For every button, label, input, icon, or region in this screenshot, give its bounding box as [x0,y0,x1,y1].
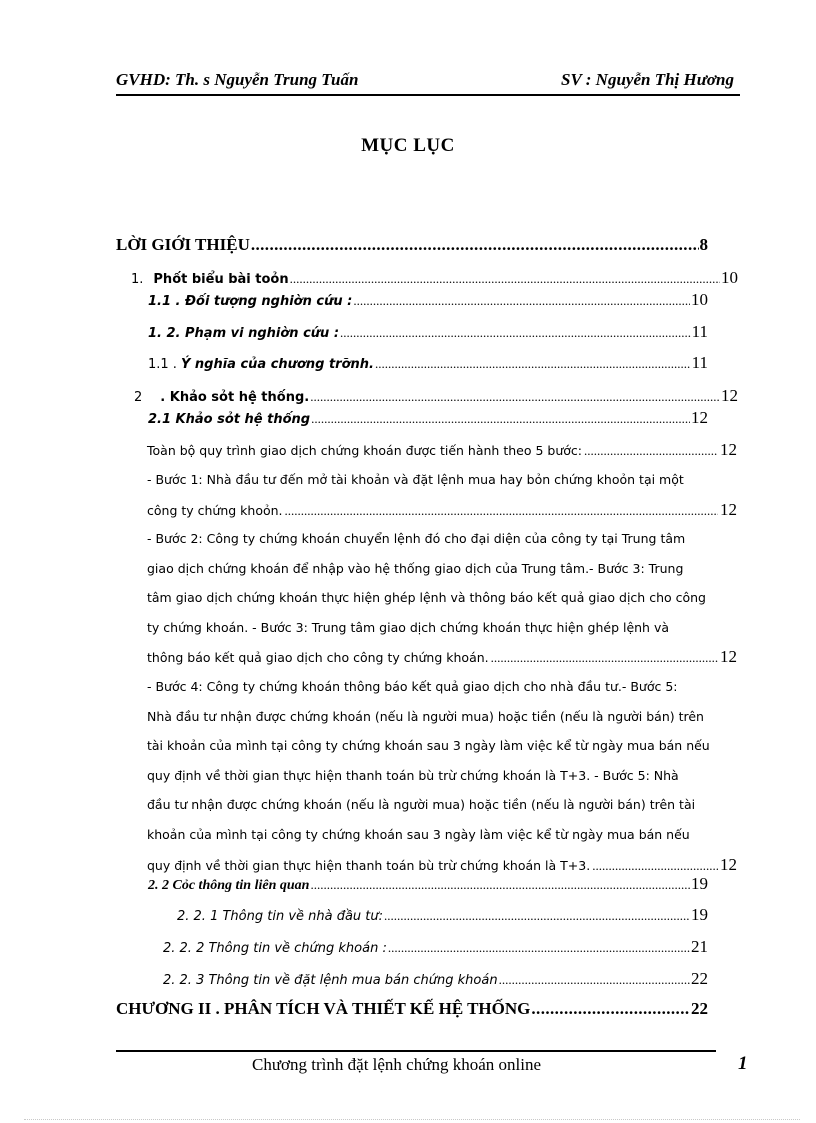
paragraph-line: Toàn bộ quy trình giao dịch chứng khoán được tiến hành theo 5 bước: ..... 12 [147,435,737,466]
paragraph-line: Nhà đầu tư nhận được chứng khoán (nếu là người mua) hoặc tiền (nếu là người bán) trên [147,708,704,724]
toc-leader [384,908,690,924]
body-paragraph-1 [147,435,737,466]
toc-label: . Khảo sỏt hệ thống. [160,390,310,405]
paragraph-line: tâm giao dịch chứng khoán thực hiện ghép lệnh và thông báo kết quả giao dịch cho công [147,590,706,606]
toc-label: Ý nghĩa của chương trỡnh. [180,357,374,372]
toc-label: CHƯƠNG II . PHÂN TÍCH VÀ THIẾT KẾ HỆ THỐNG [116,999,531,1018]
toc-entry-2-2-2[interactable] [163,937,708,957]
toc-leader [353,293,690,309]
toc-leader [251,235,699,255]
page-number: 1 [738,1053,748,1074]
toc-number: 1. [131,272,144,287]
toc-number: 1.1 . [148,357,177,372]
toc-leader [388,940,690,956]
toc-leader [531,999,690,1019]
paragraph-line: - Bước 1: Nhà đầu tư đến mở tài khoản và đặt lệnh mua hay bỏn chứng khoỏn tại một [147,472,684,487]
toc-page: 10 [691,290,708,309]
toc-label: 2. 2. 1 Thông tin về nhà đầu tư: [177,909,384,924]
paragraph-line: quy định về thời gian thực hiện thanh toán bù trừ chứng khoán là T+3. - Bước 5: Nhà [147,767,679,783]
body-paragraph-4 [147,672,737,880]
toc-leader [340,325,691,341]
toc-label: 1.1 . Đối tượng nghiờn cứu : [148,294,353,309]
body-paragraph-3 [147,524,737,673]
toc-label: 1. 2. Phạm vi nghiờn cứu : [148,326,340,341]
toc-label: 2. 2 Cỏc thông tin liên quan [148,878,310,893]
footer-divider [116,1050,716,1052]
toc-entry-2-2[interactable] [148,874,708,894]
paragraph-line: - Bước 4: Công ty chứng khoán thông báo kết quả giao dịch cho nhà đầu tư.- Bước 5: [147,679,678,694]
toc-entry-2[interactable] [134,386,738,406]
paragraph-line: quy định về thời gian thực hiện thanh toán bù trừ chứng khoán là T+3. ..... 12 [147,850,737,881]
toc-entry-2-2-1[interactable] [177,905,708,925]
toc-entry-1[interactable] [131,268,738,288]
toc-page: 22 [691,999,708,1018]
toc-entry-intro[interactable] [116,235,708,255]
toc-leader [491,643,718,673]
paragraph-line: khoản của mình tại công ty chứng khoán sau 3 ngày làm việc kể từ ngày mua bán nếu [147,826,690,842]
paragraph-line: đầu tư nhận được chứng khoán (nếu là người mua) hoặc tiền (nếu là người bán) trên tài [147,797,696,813]
toc-label: 2. 2. 3 Thông tin về đặt lệnh mua bán chứng khoán [163,973,498,988]
paragraph-line: ty chứng khoán. - Bước 3: Trung tâm giao dịch chứng khoán thực hiện ghép lệnh và [147,619,670,635]
body-paragraph-2 [147,465,737,525]
toc-leader [375,356,691,372]
toc-page: 12 [691,408,708,427]
toc-leader [285,496,718,526]
toc-label: Phốt biểu bài toỏn [153,272,289,287]
toc-entry-chapter-2[interactable] [116,999,708,1019]
toc-entry-2-1[interactable] [148,408,708,428]
toc-label: 2.1 Khảo sỏt hệ thống [148,412,311,427]
toc-page: 21 [691,937,708,956]
toc-page: 19 [691,874,708,893]
toc-entry-1-2[interactable] [148,322,708,342]
footer-title: Chương trình đặt lệnh chứng khoán online [252,1055,541,1074]
toc-label: 2. 2. 2 Thông tin về chứng khoán : [163,941,387,956]
header-student: SV : Nguyễn Thị Hương [561,70,734,89]
toc-page: 11 [691,322,708,341]
paragraph-line: tài khoản của mình tại công ty chứng khoán sau 3 ngày làm việc kể từ ngày mua bán nếu [147,738,710,754]
paragraph-line: công ty chứng khoỏn. ..... 12 [147,495,737,526]
toc-leader [311,411,690,427]
toc-leader [310,389,720,405]
toc-leader [584,436,718,466]
toc-label: LỜI GIỚI THIỆU [116,235,250,254]
header-divider [116,94,740,96]
toc-page: 22 [691,969,708,988]
toc-leader [310,877,690,893]
toc-page: 19 [691,905,708,924]
toc-leader [290,271,720,287]
toc-page: 10 [721,268,738,287]
paragraph-line: giao dịch chứng khoán để nhập vào hệ thống giao dịch của Trung tâm.- Bước 3: Trung [147,560,684,576]
toc-page: 8 [699,235,708,254]
toc-leader [499,972,690,988]
toc-number: 2 [134,390,143,405]
page-title: MỤC LỤC [361,135,455,156]
toc-page: 11 [691,353,708,372]
header-advisor: GVHD: Th. s Nguyễn Trung Tuấn [116,70,359,89]
paragraph-line: - Bước 2: Công ty chứng khoán chuyển lệnh đó cho đại diện của công ty tại Trung tâm [147,531,686,546]
page-header [116,70,740,94]
toc-entry-1-3[interactable] [148,353,708,373]
page-bottom-border [24,1119,800,1120]
toc-entry-1-1[interactable] [148,290,708,310]
toc-page: 12 [721,386,738,405]
toc-entry-2-2-3[interactable] [163,969,708,989]
paragraph-line: thông báo kết quả giao dịch cho công ty chứng khoán. ..... 12 [147,642,737,673]
